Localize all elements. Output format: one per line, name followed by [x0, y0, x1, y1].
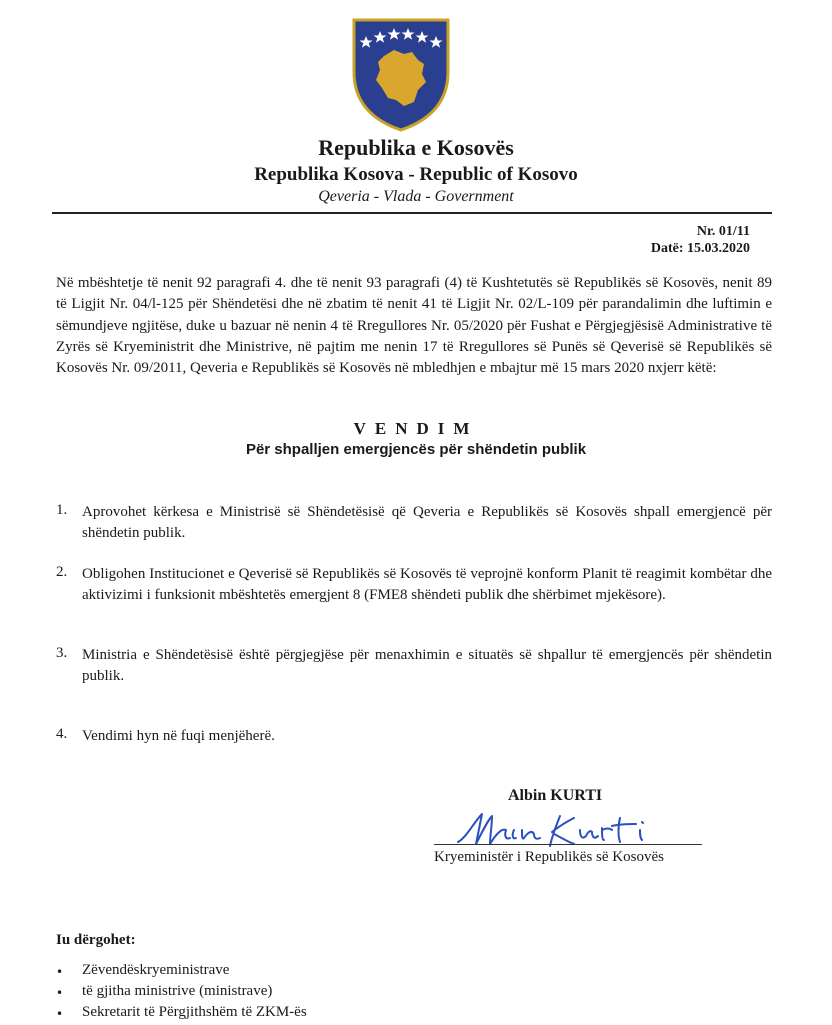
- header-government: Qeveria - Vlada - Government: [318, 188, 514, 205]
- item-number: 1.: [56, 502, 68, 518]
- item-number: 2.: [56, 564, 68, 580]
- decision-title: VENDIM: [353, 419, 479, 438]
- item-text: Vendimi hyn në fuqi menjëherë.: [82, 728, 275, 744]
- document-number: Nr. 01/11: [696, 224, 750, 239]
- header-country-multilingual: Republika Kosova - Republic of Kosovo: [254, 164, 578, 185]
- recipient-text: Zëvendëskryeministrave: [82, 962, 230, 978]
- list-item: [56, 962, 307, 983]
- decision-item: [56, 645, 772, 688]
- item-text: Obligohen Institucionet e Qeverisë së Republikës së Kosovës të veprojnë konform Planit të reagimit kombëtar dhe aktivizimi i funksionit mbështetës emergjent 8 (FME8 shëndeti publik dhe shërbimet mjekësore).: [82, 566, 772, 604]
- item-text: Aprovohet kërkesa e Ministrisë së Shëndetësisë që Qeveria e Republikës së Kosovës shpall emergjencë për shëndetin publik.: [82, 504, 772, 542]
- decision-item: [56, 564, 772, 607]
- header-country-albanian: Republika e Kosovës: [318, 135, 514, 160]
- recipients-list: [56, 962, 307, 1025]
- list-item: [56, 983, 307, 1004]
- decision-item: [56, 502, 772, 545]
- decision-item: [56, 726, 772, 747]
- bullet-icon: •: [56, 965, 64, 979]
- list-item: [56, 1004, 307, 1025]
- recipient-text: Sekretarit të Përgjithshëm të ZKM-ës: [82, 1004, 307, 1020]
- handwritten-signature: [452, 808, 652, 852]
- recipient-text: të gjitha ministrive (ministrave): [82, 983, 273, 999]
- signature-line: [434, 844, 702, 845]
- bullet-icon: •: [56, 986, 64, 1000]
- bullet-icon: •: [56, 1007, 64, 1021]
- intro-paragraph: Në mbështetje të nenit 92 paragrafi 4. dhe të nenit 93 paragrafi (4) të Kushtetutës së Republikës së Kosovës, nenit 89 të Ligjit Nr. 04/l-125 për Shëndetësi dhe në zbatim të nenit 41 të Ligjit Nr. 02/L-109 për parandalimin dhe luftimin e sëmundjeve ngjitëse, duke u bazuar në nenin 4 të Rregullores Nr. 05/2020 për Fushat e Përgjegjësisë Administrative të Zyrës së Kryeministrit dhe Ministrive, në pajtim me nenin 17 të Rregullores së Punës së Qeverisë së Republikës së Kosovës Nr. 09/2011, Qeveria e Republikës së Kosovës në mbledhjen e mbajtur më 15 mars 2020 nxjerr këtë:: [56, 275, 772, 377]
- header-divider: [52, 212, 772, 214]
- decision-subtitle: Për shpalljen emergjencës për shëndetin publik: [245, 441, 587, 458]
- item-number: 3.: [56, 645, 68, 661]
- item-number: 4.: [56, 726, 68, 742]
- signatory-role: Kryeministër i Republikës së Kosovës: [434, 849, 664, 865]
- signatory-name: Albin KURTI: [508, 787, 603, 804]
- kosovo-coat-of-arms-icon: [346, 14, 456, 134]
- recipients-heading: Iu dërgohet:: [56, 932, 136, 948]
- item-text: Ministria e Shëndetësisë është përgjegjëse për menaxhimin e situatës së shpallur të emergjencës për shëndetin publik.: [82, 647, 772, 685]
- document-date: Datë: 15.03.2020: [650, 241, 750, 256]
